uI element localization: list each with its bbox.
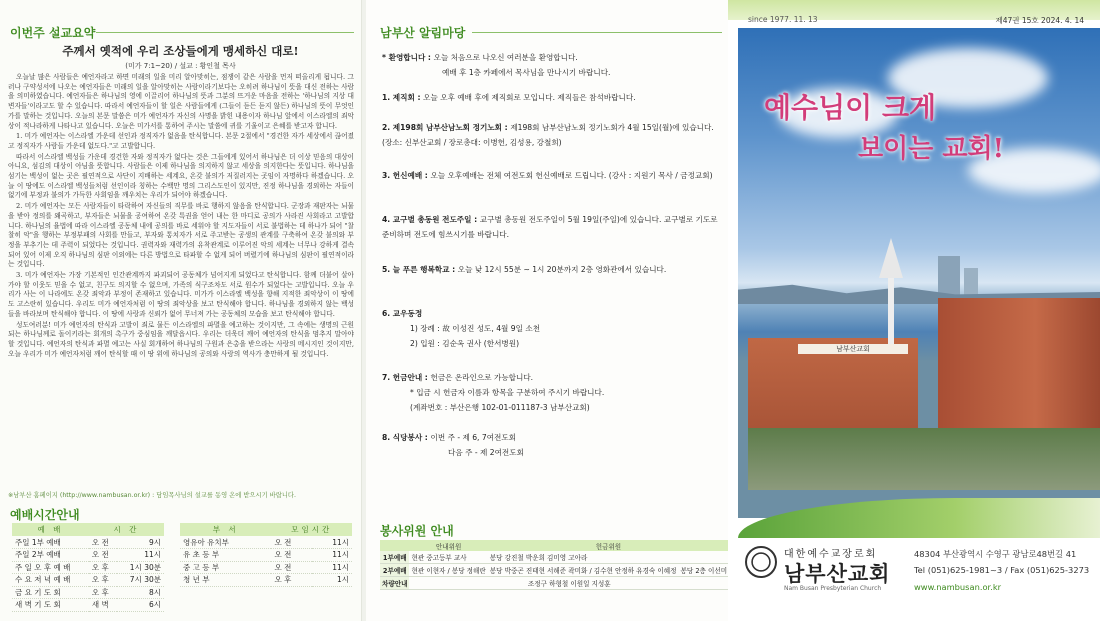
notices-section-title: 남부산 알림마당 bbox=[380, 26, 466, 40]
notice-heading: 6. 교우동정 bbox=[382, 309, 423, 318]
worship-row bbox=[12, 549, 164, 562]
table-cell: 8시 bbox=[117, 586, 164, 599]
church-logo-icon bbox=[745, 546, 777, 578]
church-website-link[interactable]: www.nambusan.or.kr bbox=[914, 582, 1002, 592]
notice-text: 오늘 처음으로 나오신 여러분을 환영합니다. bbox=[433, 53, 578, 62]
notice-heading: 7. 헌금안내 : bbox=[382, 373, 431, 382]
notice-subline: 1) 장례 : 故 이성진 성도, 4월 9일 소천 bbox=[410, 324, 541, 333]
table-cell: 차량안내 bbox=[380, 577, 409, 590]
table-cell: 주 일 오 후 예 배 bbox=[12, 561, 89, 574]
notice-subline: 예배 후 1층 카페에서 목사님을 만나시기 바랍니다. bbox=[442, 68, 611, 77]
notice-item bbox=[382, 370, 722, 415]
church-address: 48304 부산광역시 수영구 광남로48번길 41 bbox=[914, 549, 1077, 559]
distant-building bbox=[964, 268, 978, 296]
worship-times-table bbox=[12, 523, 164, 612]
table-cell: 오 후 bbox=[271, 574, 311, 587]
table-cell: 새 벽 기 도 회 bbox=[12, 599, 89, 612]
table-cell: 오 후 bbox=[89, 561, 118, 574]
worship-row bbox=[12, 574, 164, 587]
notice-item bbox=[382, 262, 722, 277]
sermon-paragraph: 2. 미가 예언자는 모든 사람자들이 타락하여 자신들의 직무를 바로 행하지 않음을 탄식합니다. 군장과 재판자는 뇌물을 받아 정의를 왜곡하고, 부자들은 뇌물을 공여하여 온갖 특권을 얻어 내는 한 마디로 공의가 사라진 사회라고 고발합니다. 하나님의 율법에 따라 이스라엘 공동체 내에 공의를 바로 세워야 할 지도자들이 서로 불법하는 데 하나가 되어 "찰찰히 악"을 행하는 부정부패의 사회를 만들고, 부자와 통치자가 서로 주고받는 공생의 관계를 구축하여 온갖 불의와 부정을 부추기는 데 주력이 되었다는 것입니다. 권력자와 재력가의 유착관계로 이루어진 악의 세계는 너무나 강하게 결속되어 있어 이제 오직 하나님의 심판 이외에는 다른 방법으로 타파할 수 없게 되어 버렸기에 하나님의 심판이 필연적이라는 것입니다. bbox=[8, 202, 354, 269]
notice-item bbox=[382, 120, 722, 150]
table-cell: 7시 30분 bbox=[117, 574, 164, 587]
notice-item bbox=[382, 168, 722, 183]
slogan-line-1: 예수님이 크게 bbox=[764, 91, 937, 124]
table-header: 안내위원 bbox=[409, 540, 487, 551]
notice-item bbox=[382, 50, 722, 80]
table-cell: 11시 bbox=[117, 549, 164, 562]
notice-heading: 8. 식당봉사 : bbox=[382, 433, 431, 442]
table-cell: 11시 bbox=[312, 536, 352, 549]
church-name-english: Nam Busan Presbyterian Church bbox=[784, 585, 882, 592]
notice-text: 오늘 오후 예배 후에 제직회로 모입니다. 제직들은 참석바랍니다. bbox=[423, 93, 636, 102]
notice-heading: 4. 교구별 총동원 전도주일 : bbox=[382, 215, 480, 224]
notice-subline: 2) 입원 : 김순옥 권사 (한서병원) bbox=[410, 339, 520, 348]
table-cell: 새 벽 bbox=[89, 599, 118, 612]
notice-text: 헌금은 온라인으로 가능합니다. bbox=[430, 373, 534, 382]
church-sign: 남부산교회 bbox=[798, 344, 908, 354]
table-cell: 9시 bbox=[117, 536, 164, 549]
table-cell: 오 전 bbox=[271, 536, 311, 549]
table-cell bbox=[679, 551, 729, 564]
table-cell: 6시 bbox=[117, 599, 164, 612]
notice-item bbox=[382, 90, 722, 105]
notice-heading: 1. 제직회 : bbox=[382, 93, 424, 102]
notice-text: 제198회 남부산남노회 정기노회가 4월 15일(월)에 있습니다. (장소: 신부산교회 / 장로총대: 이병헌, 김성용, 강철희) bbox=[382, 123, 714, 147]
worship-row bbox=[12, 599, 164, 612]
department-row bbox=[180, 574, 352, 587]
volunteers-section-title: 봉사위원 안내 bbox=[380, 524, 454, 538]
department-row bbox=[180, 536, 352, 549]
table-cell: 오 전 bbox=[271, 549, 311, 562]
table-cell: 오 전 bbox=[271, 561, 311, 574]
notice-heading: 3. 헌신예배 : bbox=[382, 171, 431, 180]
notice-subline: (계좌번호 : 부산은행 102-01-011187-3 남부산교회) bbox=[410, 403, 590, 412]
table-cell: 주일 2부 예배 bbox=[12, 549, 89, 562]
notice-text: 오늘 낮 12시 55분 ~ 1시 20분까지 2층 영화관에서 있습니다. bbox=[457, 265, 667, 274]
table-header: 모임시간 bbox=[271, 523, 352, 536]
slogan-line-2: 보이는 교회! bbox=[858, 134, 1005, 164]
parking-lot bbox=[748, 428, 1100, 490]
table-cell: 11시 bbox=[312, 561, 352, 574]
divider bbox=[472, 32, 722, 33]
table-header: 부 서 bbox=[180, 523, 271, 536]
notice-text: 오늘 오후예배는 전체 여전도회 헌신예배로 드립니다. (강사 : 지원기 목사 / 금정교회) bbox=[430, 171, 713, 180]
sermon-paragraph: 따라서 이스라엘 백성들 가운데 경건한 자와 정직자가 없다는 것은 그들에게 있어서 하나님은 더 이상 믿음의 대상이 아니요, 섬김의 대상이 아님을 뜻합니다. 사람들은 이제 하나님을 의지하지 않고 세상을 의지한다는 뜻입니다. 하나님을 섬기는 백성이 없는 곳은 필연적으로 사단이 지배하는 세계요, 온갖 불의가 저질러지는 곳임이 자명하다 하겠습니다. 오늘 이 땅에도 이스라엘 백성들처럼 선인이라 칭하는 수백만 명의 그리스도인이 있지만, 진정 하나님을 경외하는 자들이 없기에 부정과 불의가 가득한 사회임을 깨우치는 우리가 되어야 하겠습니다. bbox=[8, 152, 354, 200]
table-cell: 1시 bbox=[312, 574, 352, 587]
notice-heading: 2. 제198회 남부산남노회 정기노회 : bbox=[382, 123, 511, 132]
department-times-table bbox=[180, 523, 352, 587]
volunteer-row bbox=[380, 564, 728, 577]
sermon-paragraph: 3. 미가 예언자는 가장 기본적인 인간관계까지 파괴되어 공동체가 넘어지게 되었다고 탄식합니다. 함께 더불어 살아가야 할 이웃도 믿을 수 없고, 친구도 의지할 수 없으며, 가족의 식구조차도 서로 원수가 되었다는 고발입니다. 오늘 우리가 사는 이 나라에도 온갖 죄악과 부정이 존재하고 있습니다. 미가가 이스라엘 백성을 향해 지적한 죄악상이 이 땅에도 고스란히 있습니다. 우리도 미가 예언자처럼 이 땅의 죄악상을 보고 탄식해야 합니다. 하나님을 경외하지 않는 백성들을 바라보며 탄식해야 합니다. 이 땅에 사랑과 신뢰가 없어 무너져 가는 공동체의 모습을 보고 탄식해야 합니다. bbox=[8, 271, 354, 318]
department-row bbox=[180, 549, 352, 562]
worship-row bbox=[12, 561, 164, 574]
cover-panel bbox=[728, 0, 1100, 621]
table-cell: 오 후 bbox=[89, 574, 118, 587]
table-cell: 2부예배 bbox=[380, 564, 409, 577]
green-wave bbox=[738, 498, 1100, 538]
notice-item bbox=[382, 430, 722, 460]
table-cell: 유 초 등 부 bbox=[180, 549, 271, 562]
notice-text: 교구별 총동원 전도주일이 5월 19일(주일)에 있습니다. 교구별로 기도로 준비하며 전도에 힘쓰시기를 바랍니다. bbox=[382, 215, 718, 239]
table-header: 시 간 bbox=[89, 523, 164, 536]
table-cell: 영유아 유치부 bbox=[180, 536, 271, 549]
sermon-paragraph: 오늘날 많은 사람들은 예언자라고 하면 미래의 일을 미리 알아맞히는, 점쟁이 같은 사람을 먼저 떠올리게 됩니다. 그러나 구약성서에 나오는 예언자들은 미래의 일을 알아맞히는 사람이라기보다는 오히려 하나님이 뜻을 대신 전하는 사람을 의미하였습니다. 예언자들은 하나님의 영에 이끌리어 하나님의 뜻과 그분의 뜨거운 마음을 전하는 '하나님의 지상 대변자들'이라고도 할 수 있습니다. 따라서 예언자들이 할 일은 사람들에게 (그들이 듣든 듣지 않든) 하나님의 뜻이 무엇인가를 말하는 것입니다. 오늘의 본문 말씀은 미가 예언자가 자신의 사명을 밝힌 내용이자 하나님 앞에서 이스라엘의 죄악상이 적나라하게 나타나고 있습니다. 오늘은 미가서를 통하여 주시는 말씀에 귀를 기울이고 은혜를 받고자 합니다. bbox=[8, 73, 354, 130]
distant-building bbox=[938, 256, 960, 296]
volunteers-table bbox=[380, 540, 728, 590]
church-name: 남부산교회 bbox=[784, 562, 891, 586]
volunteer-row bbox=[380, 551, 728, 564]
table-cell: 1부예배 bbox=[380, 551, 409, 564]
table-cell: 중 고 등 부 bbox=[180, 561, 271, 574]
table-cell: 조정구 하형철 이원일 지성훈 bbox=[409, 577, 728, 590]
table-cell: 주일 1부 예배 bbox=[12, 536, 89, 549]
since-date: since 1977. 11. 13 bbox=[748, 15, 818, 24]
notice-subline: 다음 주 - 제 2여전도회 bbox=[448, 448, 524, 457]
sermon-title: 주께서 옛적에 우리 조상들에게 맹세하신 대로! bbox=[62, 44, 299, 58]
notice-heading: 5. 늘 푸른 행복학교 : bbox=[382, 265, 458, 274]
sermon-section-title: 이번주 설교요약 bbox=[10, 26, 96, 40]
notices-panel bbox=[366, 0, 728, 621]
issue-number: 제47권 15호 2024. 4. 14 bbox=[995, 16, 1084, 25]
table-cell: 봉당 강진철 박운희 김미영 고아라 bbox=[488, 551, 679, 564]
sermon-panel bbox=[0, 0, 361, 621]
table-cell: 1시 30분 bbox=[117, 561, 164, 574]
sermon-paragraph: 1. 미가 예언자는 이스라엘 가운데 선인과 정직자가 없음을 탄식합니다. 본문 2절에서 "경건한 자가 세상에서 끊어졌고 정직자가 사람들 가운데 없도다."고 고발합니다. bbox=[8, 132, 354, 150]
church-phone: Tel (051)625-1981~3 / Fax (051)625-3273 bbox=[914, 565, 1090, 575]
worship-row bbox=[12, 536, 164, 549]
table-cell: 청 년 부 bbox=[180, 574, 271, 587]
worship-row bbox=[12, 586, 164, 599]
worship-section-title: 예배시간안내 bbox=[10, 508, 80, 522]
table-cell: 오 전 bbox=[89, 549, 118, 562]
department-row bbox=[180, 561, 352, 574]
notice-heading: * 환영합니다 : bbox=[382, 53, 434, 62]
steeple-roof bbox=[879, 238, 903, 278]
divider bbox=[96, 32, 354, 33]
sermon-body bbox=[8, 73, 354, 486]
table-cell: 오 전 bbox=[89, 536, 118, 549]
sermon-homepage-note: ※남부산 홈페이지 (http://www.nambusan.or.kr) : 담임목사님의 설교를 동영 온에 받으시기 바랍니다. bbox=[8, 492, 297, 499]
table-cell: 현관 이현자 / 봉당 정해란 bbox=[409, 564, 487, 577]
table-cell: 오 후 bbox=[89, 586, 118, 599]
table-cell: 수 요 저 녁 예 배 bbox=[12, 574, 89, 587]
volunteer-row bbox=[380, 577, 728, 590]
notice-item bbox=[382, 212, 722, 242]
table-cell: 현관 중고등부 교사 bbox=[409, 551, 487, 564]
notice-subline: * 입금 시 헌금자 이름과 항목을 구분하여 주시기 바랍니다. bbox=[410, 388, 605, 397]
table-cell: 봉당 2층 이선미 bbox=[679, 564, 729, 577]
table-cell: 11시 bbox=[312, 549, 352, 562]
denomination-name: 대한예수교장로회 bbox=[784, 549, 878, 560]
table-cell: 금 요 기 도 회 bbox=[12, 586, 89, 599]
table-header: 예 배 bbox=[12, 523, 89, 536]
notice-item bbox=[382, 306, 722, 351]
sermon-paragraph: 성도여러분! 미가 예언자의 탄식과 고발이 죄로 물든 이스라엘의 파멸을 예고하는 것이지만, 그 속에는 생명의 근원되는 하나님께로 돌이키라는 회개의 촉구가 중심임을 깨달읍시다. 우리는 더욱더 깨어 예언자의 탄식을 멈추지 말아야 할 것입니다. 예언자의 탄식과 파멸 예고는 사실 회개하여 하나님의 구원과 은총을 받으라는 사랑의 메시지인 것이지만, 오늘 우리가 미가 예언자처럼 깨어 탄식할 때 이 땅 위에 하나님의 공의와 사랑의 역사가 충만하게 될 것입니다. bbox=[8, 320, 354, 358]
table-cell: 봉당 박중곤 진태현 서해준 곽미화 / 김수현 안정하 유경숙 이혜정 bbox=[488, 564, 679, 577]
notice-text: 이번 주 - 제 6, 7여전도회 bbox=[430, 433, 517, 442]
sermon-ref: (미가 7:1~20) / 설교 : 황인철 목사 bbox=[125, 62, 236, 70]
table-header: 헌금위원 bbox=[488, 540, 728, 551]
